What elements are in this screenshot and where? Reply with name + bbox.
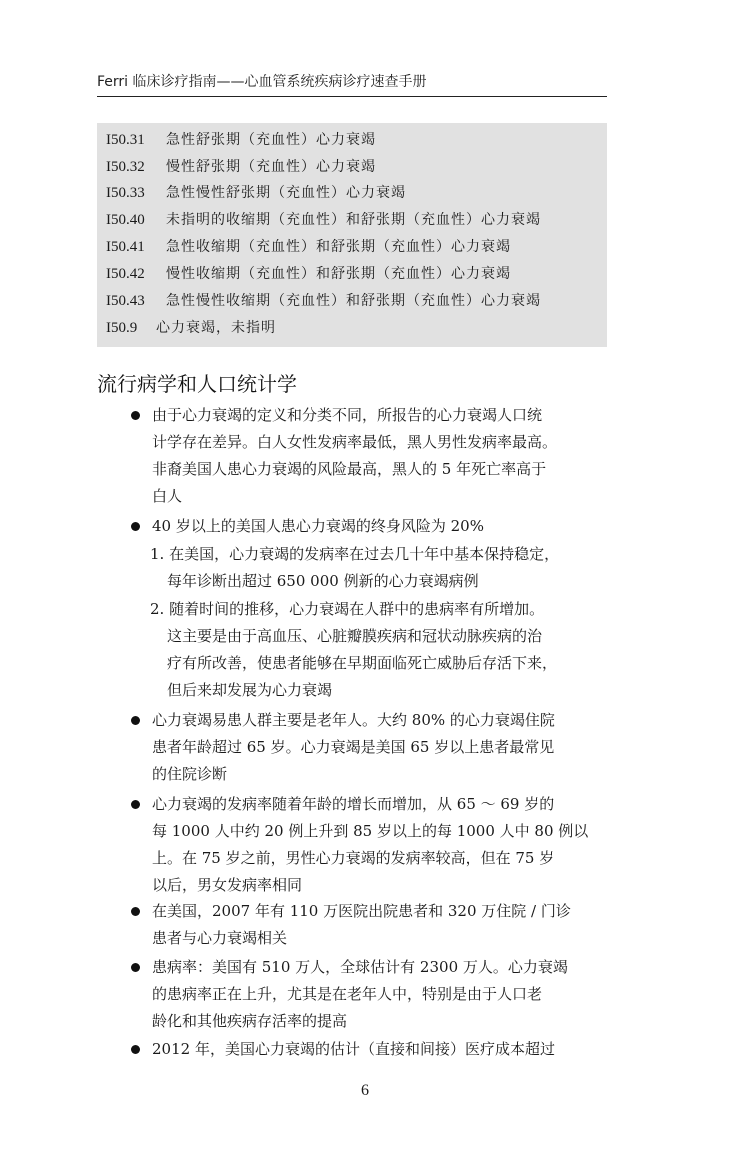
header-rule: [97, 96, 607, 97]
running-header: Ferri 临床诊疗指南——心血管系统疾病诊疗速查手册: [97, 74, 427, 90]
paragraph-line: 的住院诊断: [152, 765, 228, 783]
code-row: [106, 315, 276, 341]
numbered-item-line: 1. 在美国，心力衰竭的发病率在过去几十年中基本保持稳定，: [150, 545, 560, 563]
code-number: I50.40: [106, 212, 145, 228]
bullet-dot: [131, 411, 140, 420]
code-row: [106, 288, 541, 314]
bullet-dot: [131, 907, 140, 916]
code-row: [106, 234, 511, 260]
paragraph-line: 的患病率正在上升，尤其是在老年人中，特别是由于人口老: [152, 985, 543, 1003]
section-title: 流行病学和人口统计学: [97, 372, 297, 396]
code-description: 慢性舒张期（充血性）心力衰竭: [166, 159, 376, 175]
bullet-dot: [131, 800, 140, 809]
paragraph-line: 心力衰竭的发病率随着年龄的增长而增加，从 65 ～ 69 岁的: [152, 795, 555, 813]
icd-code-box: [97, 123, 607, 347]
code-description: 慢性收缩期（充血性）和舒张期（充血性）心力衰竭: [166, 266, 511, 282]
numbered-item-line: 疗有所改善，使患者能够在早期面临死亡威胁后存活下来，: [167, 654, 558, 672]
code-number: I50.32: [106, 159, 145, 175]
numbered-item-line: 这主要是由于高血压、心脏瓣膜疾病和冠状动脉疾病的治: [167, 627, 543, 645]
code-description: 未指明的收缩期（充血性）和舒张期（充血性）心力衰竭: [166, 212, 541, 228]
paragraph-line: 上。在 75 岁之前，男性心力衰竭的发病率较高，但在 75 岁: [152, 849, 555, 867]
code-number: I50.9: [106, 320, 138, 336]
code-number: I50.33: [106, 185, 145, 201]
code-description: 急性收缩期（充血性）和舒张期（充血性）心力衰竭: [166, 239, 511, 255]
bullet-dot: [131, 522, 140, 531]
bullet-dot: [131, 716, 140, 725]
code-number: I50.31: [106, 132, 145, 148]
paragraph-line: 龄化和其他疾病存活率的提高: [152, 1012, 348, 1030]
paragraph-line: 患者与心力衰竭相关: [152, 929, 288, 947]
bullet-dot: [131, 963, 140, 972]
paragraph-line: 心力衰竭易患人群主要是老年人。大约 80% 的心力衰竭住院: [152, 711, 555, 729]
code-number: I50.43: [106, 293, 145, 309]
paragraph-line: 40 岁以上的美国人患心力衰竭的终身风险为 20%: [152, 517, 484, 535]
numbered-item-line: 2. 随着时间的推移，心力衰竭在人群中的患病率有所增加。: [150, 600, 545, 618]
code-row: [106, 207, 541, 233]
paragraph-line: 计学存在差异。白人女性发病率最低，黑人男性发病率最高。: [152, 433, 558, 451]
numbered-item-line: 每年诊断出超过 650 000 例新的心力衰竭病例: [167, 572, 479, 590]
bullet-dot: [131, 1045, 140, 1054]
code-description: 急性慢性收缩期（充血性）和舒张期（充血性）心力衰竭: [166, 293, 541, 309]
code-number: I50.42: [106, 266, 145, 282]
paragraph-line: 在美国，2007 年有 110 万医院出院患者和 320 万住院 / 门诊: [152, 902, 571, 920]
paragraph-line: 每 1000 人中约 20 例上升到 85 岁以上的每 1000 人中 80 例以: [152, 822, 589, 840]
code-description: 急性慢性舒张期（充血性）心力衰竭: [166, 185, 406, 201]
paragraph-line: 患病率：美国有 510 万人，全球估计有 2300 万人。心力衰竭: [152, 958, 568, 976]
paragraph-line: 白人: [152, 487, 183, 505]
code-row: [106, 127, 376, 153]
paragraph-line: 2012 年，美国心力衰竭的估计（直接和间接）医疗成本超过: [152, 1040, 555, 1058]
code-description: 急性舒张期（充血性）心力衰竭: [166, 132, 376, 148]
paragraph-line: 由于心力衰竭的定义和分类不同，所报告的心力衰竭人口统: [152, 406, 543, 424]
numbered-item-line: 但后来却发展为心力衰竭: [167, 681, 333, 699]
page-number: 6: [361, 1082, 369, 1099]
code-description: 心力衰竭，未指明: [156, 320, 276, 336]
code-number: I50.41: [106, 239, 145, 255]
paragraph-line: 以后，男女发病率相同: [152, 876, 303, 894]
paragraph-line: 非裔美国人患心力衰竭的风险最高，黑人的 5 年死亡率高于: [152, 460, 547, 478]
code-row: [106, 180, 406, 206]
paragraph-line: 患者年龄超过 65 岁。心力衰竭是美国 65 岁以上患者最常见: [152, 738, 555, 756]
code-row: [106, 261, 511, 287]
code-row: [106, 154, 376, 180]
